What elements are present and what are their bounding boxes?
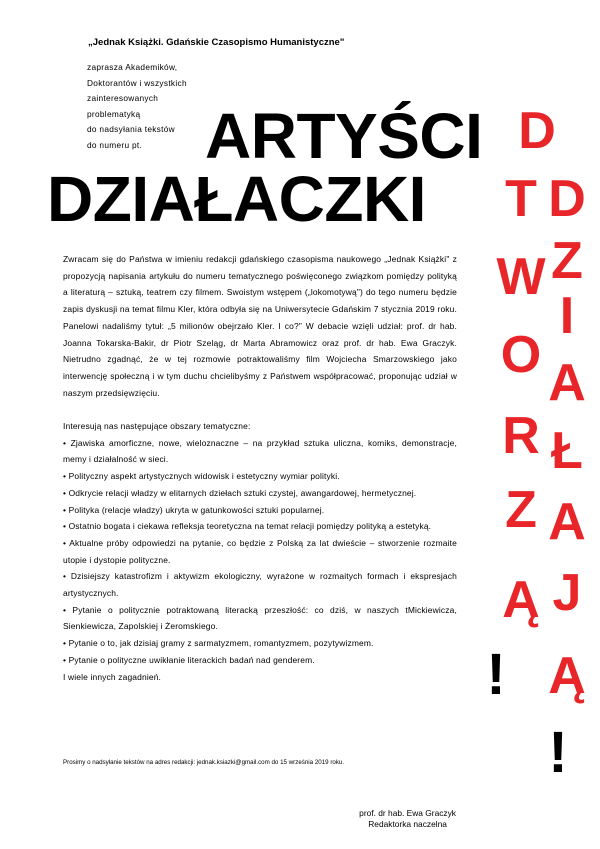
dzialaja-letter: Ą	[548, 647, 586, 705]
list-item: • Dzisiejszy katastrofizm i aktywizm ekologiczny, wyrażone w rozmaitych formach i ekspresjach artystycznych.	[63, 571, 457, 599]
submission-note: Prosimy o nadsyłanie tekstów na adres redakcji: jednak.ksiazki@gmail.com do 15 września 2019 roku.	[63, 759, 345, 766]
list-item: • Odkrycie relacji władzy w elitarnych dziełach sztuki czystej, awangardowej, hermetycznej.	[63, 487, 417, 498]
dzialaja-letter: J	[552, 564, 582, 622]
dzialaja-letter: !	[548, 720, 568, 785]
journal-title: „Jednak Książki. Gdańskie Czasopismo Humanistyczne"	[88, 37, 345, 48]
dzialaja-letter: Z	[551, 232, 583, 290]
list-item: • Polityka (relacje władzy) ukryta w gatunkowości sztuki popularnej.	[63, 504, 325, 515]
dzialaja-letter: Ł	[551, 422, 583, 480]
dzialaja-letter: D	[548, 170, 586, 228]
list-item: • Aktualne próby odpowiedzi na pytanie, co będzie z Polską za lat dwieście – stworzenie rozmaite utopie i dystopie polityczne.	[63, 537, 457, 565]
tworza-letter: R	[502, 407, 540, 465]
list-item: • Pytanie o politycznie potraktowaną literacką przeszłość: co dziś, w naszych tMickiewicza, Sienkiewicza, Zapolskiej i Żeromskiego.	[63, 604, 457, 632]
tworza-letter: D	[518, 102, 556, 160]
dzialaja-letter: A	[548, 354, 586, 412]
tworza-letter: O	[500, 326, 542, 384]
list-item: • Zjawiska amorficzne, nowe, wieloznaczne – na przykład sztuka uliczna, komiks, demonstracje, memy i działalność w sieci.	[63, 437, 457, 465]
list-item: • Pytanie o to, jak dzisiaj gramy z sarmatyzmem, romantyzmem, pozytywizmem.	[63, 638, 374, 649]
signature-role: Redaktorka naczelna	[368, 819, 447, 829]
invitation-line: zainteresowanych	[87, 93, 159, 103]
dzialaja-letter: I	[559, 287, 575, 345]
letter-body	[63, 251, 457, 685]
areas-heading: Interesują nas następujące obszary tematyczne:	[63, 421, 251, 432]
signature-name: prof. dr hab. Ewa Graczyk	[359, 808, 456, 818]
invitation-line: problematyką	[87, 108, 141, 119]
areas-list	[63, 435, 457, 669]
invitation-line: do numeru pt.	[87, 139, 143, 150]
tworza-letter: Z	[505, 481, 537, 539]
closing-line: I wiele innych zagadnień.	[63, 671, 162, 682]
headline-dzialaczki: DZIAŁACZKI	[47, 163, 426, 235]
list-item: • Pytanie o polityczne uwikłanie literackich badań nad genderem.	[63, 654, 315, 665]
invitation-line: Doktorantów i wszystkich	[87, 77, 187, 88]
invitation-line: zaprasza Akademików,	[87, 62, 178, 72]
headline-artysci: ARTYŚCI	[205, 100, 483, 172]
tworza-letter: !	[486, 642, 506, 707]
tworza-letter: Ą	[502, 571, 540, 629]
signature	[359, 808, 456, 830]
tworza-letter: T	[505, 170, 537, 228]
dzialaja-letter: A	[548, 493, 586, 551]
list-item: • Ostatnio bogata i ciekawa refleksja teoretyczna na temat relacji pomiędzy polityką a estetyką.	[63, 521, 432, 532]
invitation-line: do nadsyłania tekstów	[87, 124, 175, 134]
intro-paragraph: Zwracam się do Państwa w imieniu redakcji gdańskiego czasopisma naukowego „Jednak Książki" z propozycją napisania artykułu do numeru tematycznego poświęconego związkom pomiędzy polityką a literaturą – sztuką, teatrem czy filmem. Swoistym wstępem („lokomotywą") do tego numeru będzie zapis dyskusji na temat filmu Kler, która odbyła się na Uniwersytecie Gdańskim 7 stycznia 2019 roku. Panelowi nadaliśmy tytuł: „5 milionów obejrzało Kler. I co?" W debacie wzięli udział: prof. dr hab. Joanna Tokarska-Bakir, dr Piotr Szeląg, dr Marta Abramowicz oraz prof. dr hab. Ewa Graczyk. Nietrudno zgadnąć, że w tej rozmowie potraktowaliśmy film Wojciecha Smarzowskiego jako interwencję społeczną i w tym duchu chcielibyśmy z Państwem współpracować, proponując udział w naszym przedsięwzięciu.	[63, 254, 457, 398]
list-item: • Polityczny aspekt artystycznych widowisk i estetyczny wymiar polityki.	[63, 471, 340, 482]
tworza-letter: W	[496, 248, 546, 306]
